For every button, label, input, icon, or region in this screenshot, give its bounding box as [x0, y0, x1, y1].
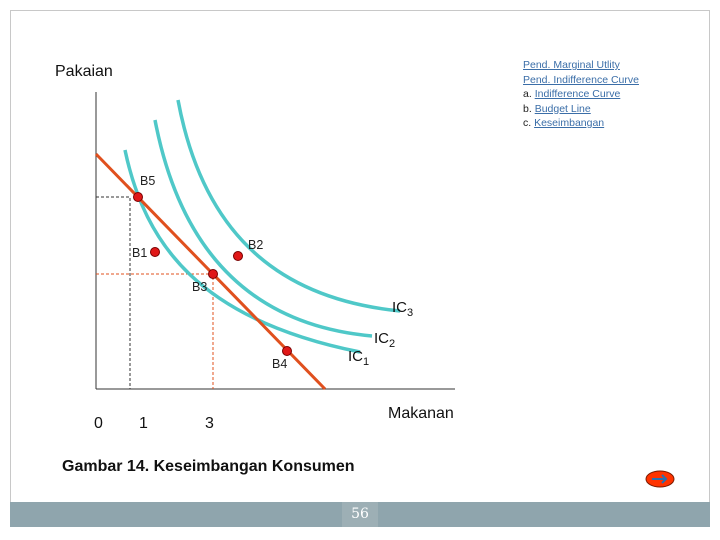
point-label-b4: B4	[272, 357, 288, 371]
link-pend-indifference-curve[interactable]: Pend. Indifference Curve	[523, 73, 639, 86]
curve-label-ic2-text: IC	[374, 330, 389, 347]
page-number: 56	[342, 502, 378, 527]
curve-label-ic3-sub: 3	[407, 307, 414, 319]
point-b5	[134, 193, 143, 202]
point-label-b3: B3	[192, 280, 208, 294]
curve-label-ic1	[348, 348, 369, 368]
link-indifference-curve[interactable]: Indifference Curve	[534, 88, 621, 100]
tick-label-3: 3	[205, 415, 214, 432]
curve-label-ic2	[374, 330, 395, 350]
curve-label-ic2-sub: 2	[389, 338, 396, 350]
y-axis-label: Pakaian	[55, 63, 113, 80]
point-b2	[234, 252, 243, 261]
indifference-curve-2	[155, 120, 372, 336]
curve-label-ic3	[392, 299, 413, 319]
figure-caption: Gambar 14. Keseimbangan Konsumen	[62, 458, 355, 475]
x-axis-label: Makanan	[388, 405, 454, 422]
point-label-b5: B5	[140, 174, 156, 188]
guide-line-b5	[96, 197, 130, 389]
point-b1	[151, 248, 160, 257]
curve-label-ic1-sub: 1	[363, 356, 370, 368]
curve-label-ic3-text: IC	[392, 299, 407, 316]
point-label-b1: B1	[132, 246, 148, 260]
nav-prefix-b: b.	[523, 102, 535, 115]
nav-prefix-a: a.	[523, 88, 535, 100]
tick-label-0: 0	[94, 415, 103, 432]
indifference-curve-1	[125, 150, 360, 352]
next-button[interactable]	[646, 471, 674, 487]
point-b4	[283, 347, 292, 356]
point-b3	[209, 270, 218, 279]
curve-label-ic1-text: IC	[348, 348, 363, 365]
tick-label-1: 1	[139, 415, 148, 432]
point-label-b2: B2	[248, 238, 264, 252]
link-budget-line[interactable]: Budget Line	[534, 102, 591, 115]
nav-prefix-c: c.	[523, 117, 535, 129]
link-keseimbangan[interactable]: Keseimbangan	[534, 117, 605, 129]
indifference-curve-3	[178, 100, 400, 311]
link-pend-marginal-utility[interactable]: Pend. Marginal Utlity	[523, 59, 620, 71]
